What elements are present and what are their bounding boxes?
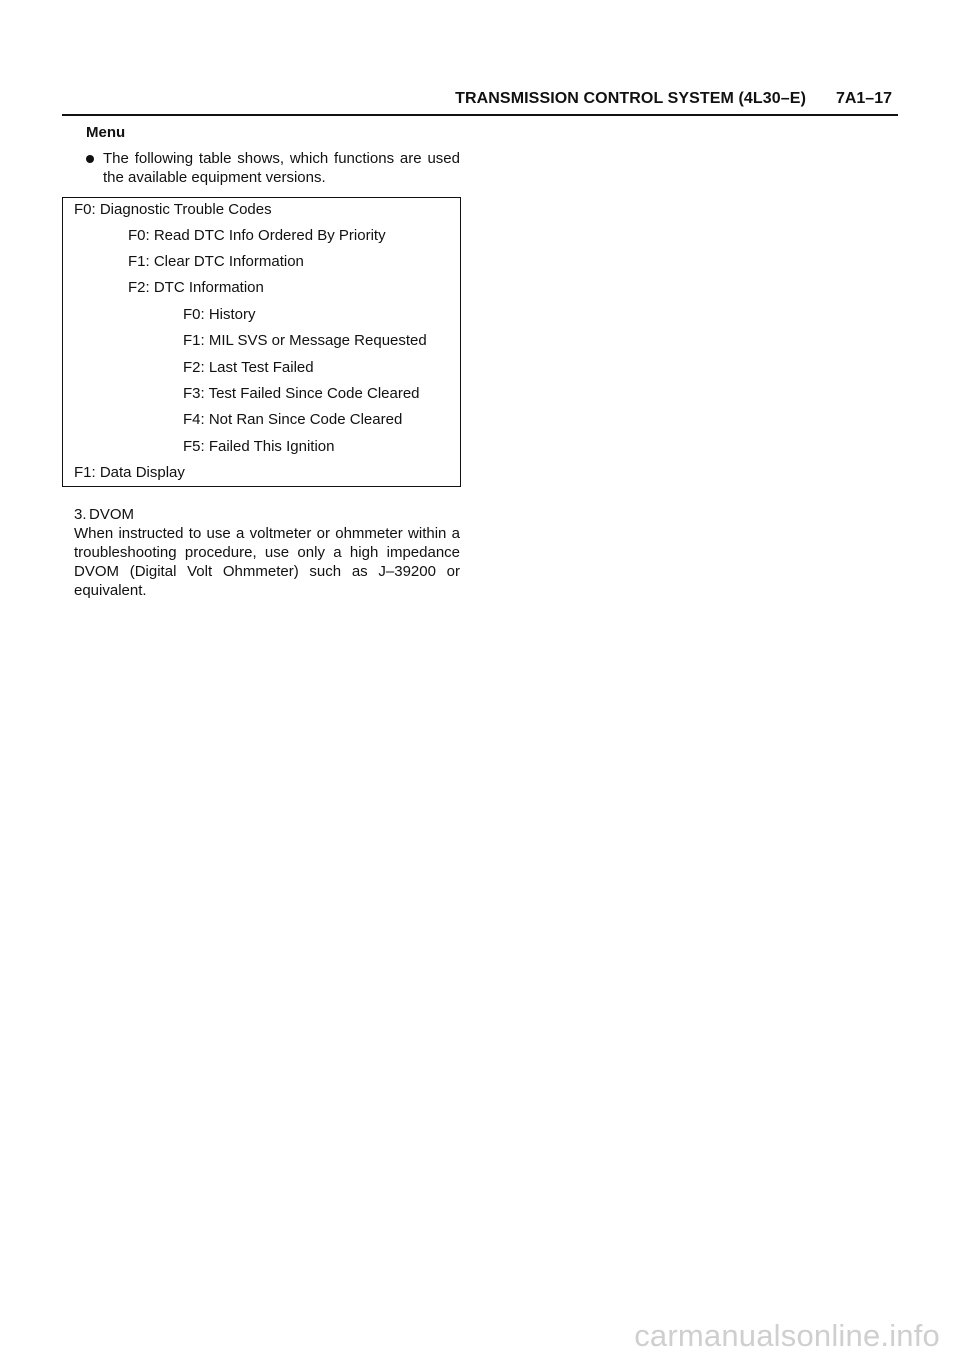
menu-item: F1: Data Display xyxy=(74,464,185,481)
menu-item: F2: DTC Information xyxy=(128,279,264,296)
menu-item: F0: Diagnostic Trouble Codes xyxy=(74,201,272,218)
section-title: TRANSMISSION CONTROL SYSTEM (4L30–E) xyxy=(455,90,806,107)
step-title: DVOM xyxy=(89,506,134,523)
menu-item: F4: Not Ran Since Code Cleared xyxy=(183,411,403,428)
page-header xyxy=(62,88,898,116)
bullet-icon xyxy=(86,149,100,168)
bullet-text: The following table shows, which functions are used the available equipment versions. xyxy=(103,150,460,186)
menu-heading: Menu xyxy=(86,124,126,141)
menu-item: F2: Last Test Failed xyxy=(183,359,314,376)
menu-item: F3: Test Failed Since Code Cleared xyxy=(183,385,420,402)
step-body: When instructed to use a voltmeter or ohmmeter within a troubleshooting procedure, use only a high impedance DVOM (Digital Volt Ohmmeter) such as J–39200 or equivalent. xyxy=(74,525,460,599)
watermark: carmanualsonline.info xyxy=(634,1318,940,1353)
step-number: 3. xyxy=(74,506,87,523)
menu-item: F0: Read DTC Info Ordered By Priority xyxy=(128,227,386,244)
bullet-paragraph xyxy=(86,149,460,187)
menu-item: F5: Failed This Ignition xyxy=(183,438,335,455)
menu-item: F1: Clear DTC Information xyxy=(128,253,304,270)
menu-item: F0: History xyxy=(183,306,256,323)
menu-table xyxy=(62,197,461,487)
page-number: 7A1–17 xyxy=(835,90,892,107)
menu-item: F1: MIL SVS or Message Requested xyxy=(183,332,427,349)
